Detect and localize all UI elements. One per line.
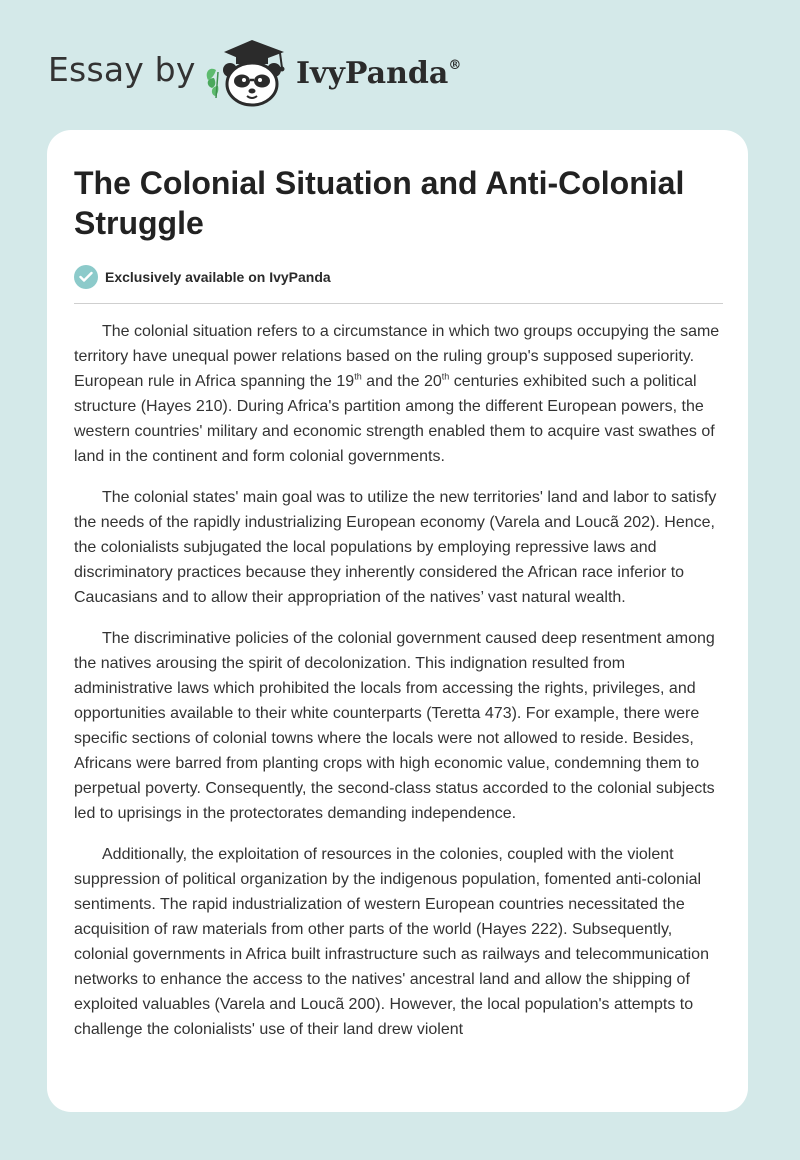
essay-by-label: Essay by [48, 50, 196, 89]
leaf-icon [207, 69, 219, 98]
panda-logo-icon[interactable] [202, 36, 294, 108]
paragraph: The colonial situation refers to a circumstance in which two groups occupying the same territory have unequal power relations based on the ruling group's supposed superiority. European rule in Africa spanning the 19th and the 20th centuries exhibited such a political structure (Hayes 210). During Africa's partition among the different European powers, the western countries' military and economic strength enabled them to acquire vast swathes of land in the continent and form colonial governments. [74, 323, 720, 465]
essay-body [74, 319, 726, 1058]
check-icon [74, 265, 98, 289]
exclusive-label: Exclusively available on IvyPanda [105, 269, 331, 285]
divider [74, 303, 723, 304]
site-header [48, 36, 548, 116]
essay-card [47, 130, 748, 1112]
page-title: The Colonial Situation and Anti-Colonial Struggle [74, 165, 685, 241]
brand-name[interactable]: IvyPanda® [296, 56, 462, 91]
paragraph: Additionally, the exploitation of resources in the colonies, coupled with the violent suppression of political organization by the indigenous population, fomented anti-colonial sentiments. The rapid industrialization of western European countries necessitated the acquisition of raw materials from other parts of the world (Hayes 222). Subsequently, colonial governments in Africa built infrastructure such as railways and telecommunication networks to enhance the access to the natives' ancestral land and allow the shipping of exploited valuables (Varela and Loucã 200). However, the local population's attempts to challenge the colonialists' use of their land drew violent [74, 846, 709, 1038]
paragraph: The discriminative policies of the colonial government caused deep resentment among the natives arousing the spirit of decolonization. This indignation resulted from administrative laws which prohibited the locals from accessing the rights, privileges, and opportunities available to their white counterparts (Teretta 473). For example, there were specific sections of colonial towns where the locals were not allowed to reside. Besides, Africans were barred from planting crops with high economic value, condemning them to perpetual poverty. Consequently, the second-class status accorded to the colonial subjects led to uprisings in the protectorates demanding independence. [74, 630, 715, 822]
exclusive-badge [74, 265, 331, 289]
paragraph: The colonial states' main goal was to utilize the new territories' land and labor to satisfy the needs of the rapidly industrializing European economy (Varela and Loucã 202). Hence, the colonialists subjugated the local populations by employing repressive laws and discriminatory practices because they inherently considered the African race inferior to Caucasians and to allow their appropriation of the natives’ vast natural wealth. [74, 489, 717, 606]
